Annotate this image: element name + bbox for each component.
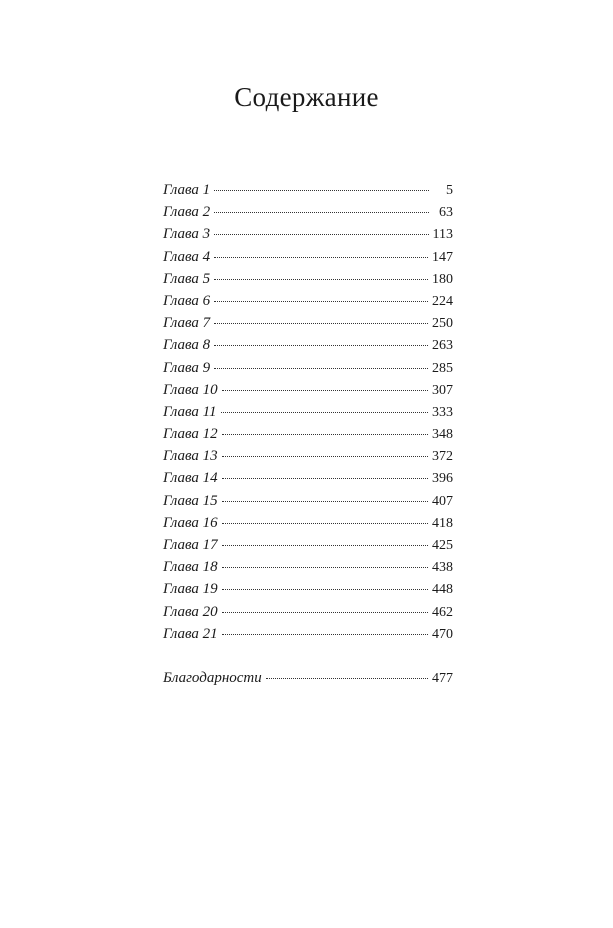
toc-entry (163, 623, 453, 645)
toc-entry-page: 348 (432, 427, 453, 443)
dot-leader (214, 257, 428, 258)
toc-entry (163, 423, 453, 445)
toc-entry (163, 445, 453, 467)
toc-entry (163, 246, 453, 268)
dot-leader (214, 345, 428, 346)
toc-entry-page: 113 (432, 227, 453, 243)
page-title: Содержание (234, 82, 379, 113)
toc-entry-acknowledgements (163, 667, 453, 689)
toc-entry-label: Глава 16 (163, 514, 218, 531)
toc-entry (163, 357, 453, 379)
toc-entry (163, 223, 453, 245)
toc-entry-page: 448 (432, 582, 453, 598)
toc-entry (163, 578, 453, 600)
toc-entry-label: Глава 15 (163, 492, 218, 509)
toc-entry-page: 333 (432, 404, 453, 420)
toc-entry-label: Глава 1 (163, 182, 211, 198)
toc-entry-label: Глава 4 (163, 248, 211, 265)
dot-leader (266, 678, 428, 679)
toc-entry-page: 180 (432, 271, 453, 287)
toc-entry-page: 250 (432, 316, 453, 332)
table-of-contents (163, 179, 453, 689)
toc-entry (163, 601, 453, 623)
dot-leader (214, 234, 428, 235)
toc-entry-label: Глава 21 (163, 625, 218, 642)
toc-entry (163, 512, 453, 534)
toc-entry (163, 290, 453, 312)
dot-leader (222, 567, 428, 568)
dot-leader (222, 501, 428, 502)
toc-entry-label: Глава 10 (163, 381, 218, 398)
toc-entry-label: Глава 5 (163, 270, 211, 287)
dot-leader (214, 368, 428, 369)
dot-leader (214, 190, 429, 191)
toc-entry-page: 224 (432, 293, 453, 309)
dot-leader (222, 478, 428, 479)
dot-leader (221, 412, 428, 413)
toc-entry-page: 462 (432, 604, 453, 620)
toc-entry-page: 307 (432, 382, 453, 398)
toc-entry-label: Глава 14 (163, 470, 218, 487)
toc-entry-label: Глава 13 (163, 448, 218, 465)
toc-entry-page: 285 (432, 360, 453, 376)
toc-entry-label: Глава 17 (163, 537, 218, 553)
toc-entry (163, 467, 453, 489)
toc-entry-label: Глава 6 (163, 292, 211, 309)
dot-leader (214, 323, 428, 324)
toc-entry-label: Глава 12 (163, 426, 218, 443)
toc-entry (163, 268, 453, 290)
toc-entry (163, 179, 453, 201)
toc-entry (163, 534, 453, 556)
dot-leader (222, 545, 428, 546)
toc-entry-page: 425 (432, 538, 453, 553)
toc-entry-page: 438 (432, 560, 453, 576)
toc-entry (163, 490, 453, 512)
dot-leader (214, 279, 428, 280)
toc-entry-page: 407 (432, 493, 453, 509)
dot-leader (222, 456, 428, 457)
toc-entry-label: Глава 18 (163, 559, 218, 576)
toc-entry-page: 263 (432, 338, 453, 354)
toc-entry-page: 396 (432, 471, 453, 487)
toc-entry-page: 147 (432, 249, 453, 265)
toc-entry-page: 372 (432, 449, 453, 465)
toc-entry-page: 418 (432, 515, 453, 531)
toc-entry-label: Глава 3 (163, 226, 211, 243)
dot-leader (222, 612, 428, 613)
toc-entry-label: Глава 11 (163, 403, 217, 420)
toc-entry-label: Глава 9 (163, 359, 211, 376)
toc-entry (163, 556, 453, 578)
dot-leader (214, 212, 429, 213)
toc-entry-page: 5 (446, 183, 453, 198)
toc-entry-page: 477 (432, 670, 453, 686)
toc-entry-page: 470 (432, 626, 453, 642)
toc-entry-page: 63 (439, 205, 453, 221)
toc-entry (163, 379, 453, 401)
toc-entry-label: Благодарности (163, 669, 262, 686)
dot-leader (222, 523, 428, 524)
dot-leader (214, 301, 428, 302)
dot-leader (222, 434, 428, 435)
toc-entry (163, 401, 453, 423)
toc-entry (163, 312, 453, 334)
toc-entry (163, 201, 453, 223)
toc-entry-label: Глава 20 (163, 603, 218, 620)
dot-leader (222, 390, 428, 391)
dot-leader (222, 634, 428, 635)
toc-entry (163, 334, 453, 356)
toc-entry-label: Глава 2 (163, 204, 211, 221)
toc-entry-label: Глава 7 (163, 315, 211, 332)
dot-leader (222, 589, 428, 590)
toc-entry-label: Глава 8 (163, 337, 211, 354)
toc-entry-label: Глава 19 (163, 581, 218, 598)
